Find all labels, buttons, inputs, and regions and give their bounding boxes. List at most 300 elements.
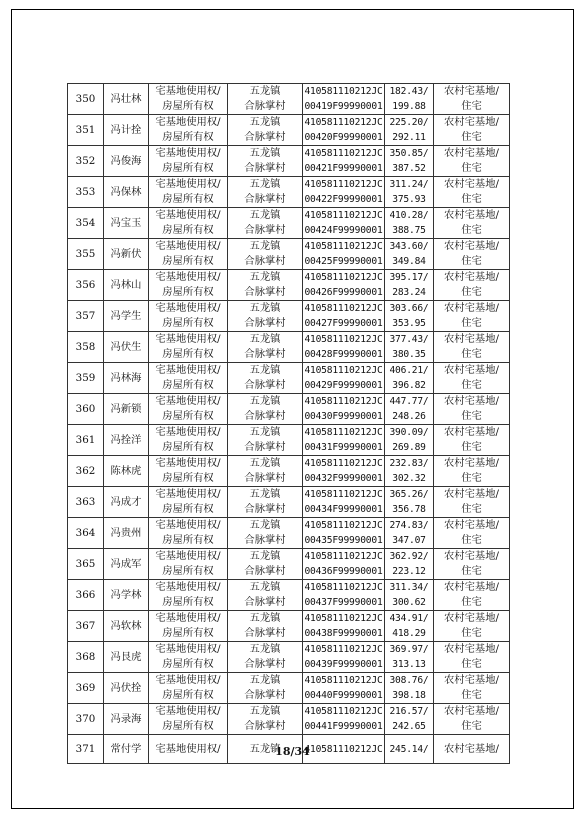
right-type-text: 宅基地使用权/ [155,209,221,221]
table-row [68,673,510,704]
area-text: 410.28/ [389,210,429,221]
unit-code-cell [303,177,385,208]
usage-text: 农村宅基地/ [444,643,499,655]
usage-text: 住宅 [461,689,482,701]
right-type-text: 房屋所有权 [162,131,214,143]
location-text: 五龙镇 [249,271,281,283]
usage-text: 住宅 [461,255,482,267]
location-text: 五龙镇 [249,674,281,686]
right-type-text: 房屋所有权 [162,317,214,329]
location-cell [228,704,303,735]
name-cell [104,580,149,611]
name-text: 冯俊海 [110,154,142,167]
name-cell [104,115,149,146]
no-text: 352 [75,154,96,167]
unit-code-cell [303,146,385,177]
usage-text: 住宅 [461,193,482,205]
name-cell [104,394,149,425]
no-cell [68,177,104,208]
right-type-text: 房屋所有权 [162,193,214,205]
current-page: 18 [275,745,291,758]
location-text: 合脉掌村 [244,286,286,298]
name-cell [104,549,149,580]
table-row [68,487,510,518]
right-type-text: 宅基地使用权/ [155,147,221,159]
location-cell [228,239,303,270]
unit-code-cell [303,611,385,642]
right-type-cell [149,549,228,580]
usage-text: 住宅 [461,472,482,484]
location-text: 五龙镇 [249,178,281,190]
right-type-text: 宅基地使用权/ [155,302,221,314]
name-cell [104,518,149,549]
unit-code-text: 410581110212JC [304,613,383,624]
right-type-text: 房屋所有权 [162,441,214,453]
right-type-text: 宅基地使用权/ [155,488,221,500]
unit-code-cell [303,456,385,487]
area-text: 300.62 [392,597,426,608]
no-text: 362 [75,464,96,477]
name-cell [104,332,149,363]
unit-code-text: 410581110212JC [304,303,383,314]
area-cell [385,487,434,518]
usage-text: 农村宅基地/ [444,116,499,128]
area-text: 434.91/ [389,613,429,624]
name-text: 冯宝玉 [110,216,142,229]
usage-text: 农村宅基地/ [444,612,499,624]
usage-text: 农村宅基地/ [444,457,499,469]
table-row [68,580,510,611]
no-text: 353 [75,185,96,198]
usage-cell [434,177,510,208]
area-cell [385,673,434,704]
right-type-cell [149,673,228,704]
unit-code-cell [303,115,385,146]
no-cell [68,425,104,456]
right-type-text: 宅基地使用权/ [155,643,221,655]
name-text: 陈林虎 [110,464,142,477]
name-cell [104,487,149,518]
unit-code-text: 00420F99990001 [304,132,383,143]
usage-cell [434,704,510,735]
unit-code-cell [303,394,385,425]
no-text: 370 [75,712,96,725]
no-cell [68,239,104,270]
location-cell [228,332,303,363]
usage-text: 住宅 [461,720,482,732]
usage-text: 农村宅基地/ [444,302,499,314]
unit-code-text: 00439F99990001 [304,659,383,670]
unit-code-text: 410581110212JC [304,743,383,755]
no-cell [68,487,104,518]
right-type-cell [149,177,228,208]
location-cell [228,549,303,580]
location-text: 合脉掌村 [244,255,286,267]
unit-code-text: 410581110212JC [304,179,383,190]
unit-code-cell [303,425,385,456]
usage-text: 住宅 [461,596,482,608]
location-text: 五龙镇 [249,426,281,438]
location-text: 五龙镇 [249,364,281,376]
location-text: 合脉掌村 [244,317,286,329]
location-text: 五龙镇 [249,302,281,314]
location-text: 合脉掌村 [244,193,286,205]
area-text: 242.65 [392,721,426,732]
right-type-text: 宅基地使用权/ [155,426,221,438]
no-cell [68,208,104,239]
location-text: 合脉掌村 [244,565,286,577]
unit-code-text: 00421F99990001 [304,163,383,174]
location-text: 合脉掌村 [244,131,286,143]
no-text: 350 [75,92,96,105]
location-text: 五龙镇 [249,457,281,469]
location-cell [228,425,303,456]
no-cell [68,146,104,177]
location-cell [228,301,303,332]
table-row [68,363,510,394]
table-row [68,301,510,332]
area-cell [385,425,434,456]
name-cell [104,611,149,642]
unit-code-text: 00425F99990001 [304,256,383,267]
no-text: 369 [75,681,96,694]
area-text: 380.35 [392,349,426,360]
usage-text: 住宅 [461,534,482,546]
area-text: 369.97/ [389,644,429,655]
name-text: 冯软林 [110,619,142,632]
unit-code-text: 00435F99990001 [304,535,383,546]
usage-text: 住宅 [461,503,482,515]
right-type-cell [149,239,228,270]
location-text: 合脉掌村 [244,100,286,112]
unit-code-text: 410581110212JC [304,148,383,159]
name-cell [104,177,149,208]
unit-code-cell [303,549,385,580]
no-cell [68,611,104,642]
area-cell [385,270,434,301]
usage-text: 住宅 [461,565,482,577]
usage-text: 农村宅基地/ [444,705,499,717]
right-type-text: 房屋所有权 [162,286,214,298]
no-cell [68,332,104,363]
location-text: 合脉掌村 [244,534,286,546]
unit-code-text: 00431F99990001 [304,442,383,453]
right-type-cell [149,208,228,239]
right-type-text: 宅基地使用权/ [155,85,221,97]
unit-code-cell [303,239,385,270]
right-type-cell [149,363,228,394]
area-text: 313.13 [392,659,426,670]
usage-text: 农村宅基地/ [444,271,499,283]
area-text: 303.66/ [389,303,429,314]
right-type-text: 宅基地使用权/ [155,550,221,562]
no-cell [68,549,104,580]
right-type-cell [149,518,228,549]
usage-text: 农村宅基地/ [444,550,499,562]
location-text: 合脉掌村 [244,410,286,422]
area-text: 362.92/ [389,551,429,562]
location-text: 五龙镇 [249,147,281,159]
right-type-text: 宅基地使用权/ [155,581,221,593]
location-cell [228,270,303,301]
usage-text: 农村宅基地/ [444,178,499,190]
location-cell [228,487,303,518]
location-cell [228,580,303,611]
usage-text: 住宅 [461,379,482,391]
name-text: 冯保林 [110,185,142,198]
location-cell [228,611,303,642]
area-text: 283.24 [392,287,426,298]
location-cell [228,146,303,177]
right-type-text: 房屋所有权 [162,100,214,112]
unit-code-cell [303,487,385,518]
usage-text: 农村宅基地/ [444,519,499,531]
usage-cell [434,363,510,394]
table-row [68,270,510,301]
no-text: 359 [75,371,96,384]
right-type-text: 宅基地使用权/ [155,612,221,624]
right-type-text: 房屋所有权 [162,596,214,608]
area-text: 395.17/ [389,272,429,283]
unit-code-text: 410581110212JC [304,396,383,407]
right-type-cell [149,146,228,177]
usage-cell [434,487,510,518]
usage-text: 农村宅基地/ [444,488,499,500]
unit-code-text: 00428F99990001 [304,349,383,360]
unit-code-text: 410581110212JC [304,520,383,531]
unit-code-cell [303,642,385,673]
location-text: 合脉掌村 [244,472,286,484]
location-text: 五龙镇 [249,612,281,624]
area-cell [385,549,434,580]
area-text: 245.14/ [389,743,429,755]
location-text: 合脉掌村 [244,658,286,670]
area-text: 398.18 [392,690,426,701]
area-cell [385,580,434,611]
unit-code-text: 410581110212JC [304,675,383,686]
name-text: 冯学林 [110,588,142,601]
location-cell [228,394,303,425]
usage-cell [434,332,510,363]
unit-code-text: 410581110212JC [304,551,383,562]
no-text: 360 [75,402,96,415]
name-text: 冯计拴 [110,123,142,136]
no-cell [68,518,104,549]
usage-text: 农村宅基地/ [444,742,499,755]
area-text: 302.32 [392,473,426,484]
no-cell [68,642,104,673]
table-row [68,239,510,270]
unit-code-text: 00440F99990001 [304,690,383,701]
unit-code-text: 00432F99990001 [304,473,383,484]
area-cell [385,239,434,270]
usage-text: 农村宅基地/ [444,364,499,376]
area-text: 356.78 [392,504,426,515]
no-text: 363 [75,495,96,508]
table-row [68,518,510,549]
right-type-text: 宅基地使用权/ [155,333,221,345]
unit-code-text: 410581110212JC [304,706,383,717]
table-row [68,611,510,642]
right-type-text: 房屋所有权 [162,565,214,577]
unit-code-text: 410581110212JC [304,427,383,438]
name-cell [104,84,149,115]
usage-cell [434,518,510,549]
unit-code-text: 00422F99990001 [304,194,383,205]
location-text: 五龙镇 [249,116,281,128]
no-text: 371 [75,742,96,755]
name-text: 冯学生 [110,309,142,322]
no-text: 354 [75,216,96,229]
no-cell [68,580,104,611]
usage-text: 住宅 [461,627,482,639]
area-cell [385,363,434,394]
usage-cell [434,239,510,270]
right-type-text: 房屋所有权 [162,658,214,670]
unit-code-text: 410581110212JC [304,272,383,283]
location-text: 五龙镇 [249,209,281,221]
area-text: 388.75 [392,225,426,236]
table-row [68,704,510,735]
unit-code-text: 00441F99990001 [304,721,383,732]
location-text: 合脉掌村 [244,379,286,391]
right-type-text: 房屋所有权 [162,689,214,701]
right-type-text: 宅基地使用权/ [155,742,221,755]
usage-cell [434,146,510,177]
right-type-text: 房屋所有权 [162,255,214,267]
unit-code-text: 410581110212JC [304,644,383,655]
unit-code-cell [303,270,385,301]
unit-code-text: 00427F99990001 [304,318,383,329]
unit-code-text: 410581110212JC [304,334,383,345]
location-text: 五龙镇 [249,705,281,717]
unit-code-text: 00438F99990001 [304,628,383,639]
area-text: 223.12 [392,566,426,577]
location-cell [228,115,303,146]
page-number [0,745,585,758]
area-text: 390.09/ [389,427,429,438]
usage-text: 农村宅基地/ [444,674,499,686]
right-type-text: 房屋所有权 [162,162,214,174]
location-text: 合脉掌村 [244,441,286,453]
right-type-text: 房屋所有权 [162,627,214,639]
location-text: 五龙镇 [249,395,281,407]
location-text: 五龙镇 [249,550,281,562]
unit-code-text: 00436F99990001 [304,566,383,577]
unit-code-cell [303,301,385,332]
table-row [68,146,510,177]
location-cell [228,208,303,239]
table-body [68,84,510,764]
location-text: 合脉掌村 [244,348,286,360]
right-type-text: 宅基地使用权/ [155,395,221,407]
usage-cell [434,84,510,115]
unit-code-cell [303,84,385,115]
name-text: 冯贵州 [110,526,142,539]
table-row [68,642,510,673]
unit-code-text: 410581110212JC [304,489,383,500]
unit-code-text: 410581110212JC [304,365,383,376]
unit-code-text: 00437F99990001 [304,597,383,608]
table-row [68,549,510,580]
unit-code-text: 410581110212JC [304,117,383,128]
location-text: 合脉掌村 [244,627,286,639]
usage-text: 住宅 [461,224,482,236]
land-registry-table [67,83,510,764]
no-text: 358 [75,340,96,353]
no-cell [68,301,104,332]
area-text: 447.77/ [389,396,429,407]
area-cell [385,704,434,735]
name-text: 冯林海 [110,371,142,384]
right-type-cell [149,394,228,425]
unit-code-text: 00426F99990001 [304,287,383,298]
unit-code-text: 00434F99990001 [304,504,383,515]
area-cell [385,642,434,673]
area-text: 199.88 [392,101,426,112]
usage-text: 住宅 [461,131,482,143]
unit-code-cell [303,332,385,363]
location-cell [228,84,303,115]
area-cell [385,146,434,177]
usage-text: 住宅 [461,410,482,422]
no-cell [68,115,104,146]
name-cell [104,239,149,270]
unit-code-text: 410581110212JC [304,86,383,97]
location-text: 五龙镇 [249,581,281,593]
no-cell [68,673,104,704]
usage-cell [434,456,510,487]
unit-code-cell [303,673,385,704]
no-cell [68,84,104,115]
area-cell [385,332,434,363]
usage-text: 农村宅基地/ [444,147,499,159]
location-cell [228,642,303,673]
right-type-text: 房屋所有权 [162,472,214,484]
table-row [68,115,510,146]
area-text: 396.82 [392,380,426,391]
name-text: 常付学 [110,742,142,755]
name-text: 冯成才 [110,495,142,508]
usage-cell [434,611,510,642]
location-text: 合脉掌村 [244,689,286,701]
no-text: 361 [75,433,96,446]
location-text: 合脉掌村 [244,596,286,608]
usage-cell [434,301,510,332]
usage-text: 农村宅基地/ [444,85,499,97]
name-cell [104,270,149,301]
location-text: 五龙镇 [249,643,281,655]
table-row [68,332,510,363]
unit-code-cell [303,580,385,611]
table-row [68,456,510,487]
name-cell [104,673,149,704]
name-text: 冯伏生 [110,340,142,353]
unit-code-text: 410581110212JC [304,582,383,593]
location-cell [228,518,303,549]
unit-code-text: 410581110212JC [304,241,383,252]
usage-text: 农村宅基地/ [444,395,499,407]
usage-text: 农村宅基地/ [444,209,499,221]
area-text: 406.21/ [389,365,429,376]
no-text: 357 [75,309,96,322]
right-type-text: 房屋所有权 [162,720,214,732]
area-text: 387.52 [392,163,426,174]
name-text: 冯录海 [110,712,142,725]
area-cell [385,394,434,425]
location-cell [228,673,303,704]
location-cell [228,456,303,487]
